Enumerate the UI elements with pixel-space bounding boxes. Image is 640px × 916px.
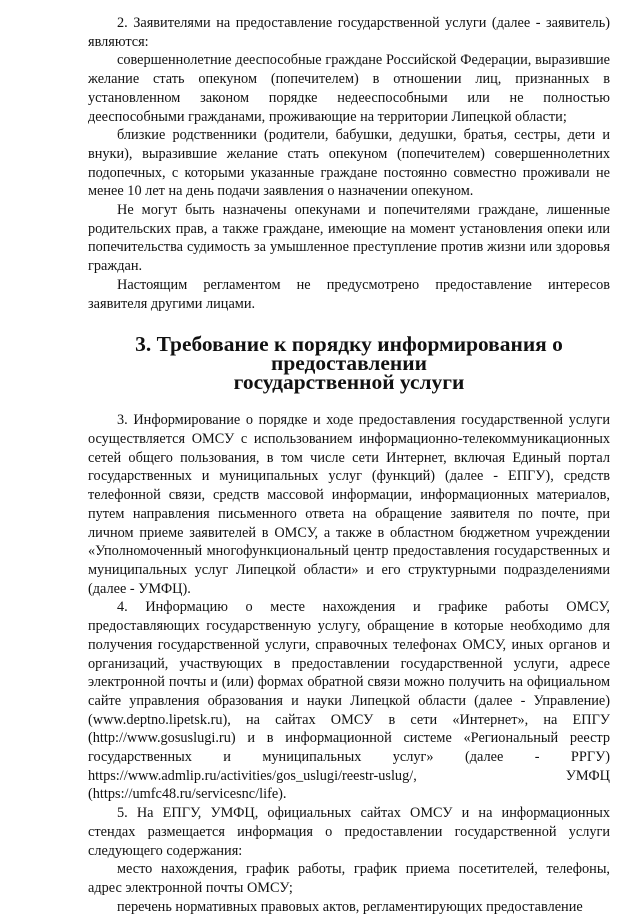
paragraph-location-schedule: место нахождения, график работы, график приема посетителей, телефоны, адрес электронной почты ОМСУ; — [88, 861, 610, 896]
paragraph-contact-info: 4. Информацию о месте нахождения и графике работы ОМСУ, предоставляющих государственную услугу, обращение в которые необходимо для получения государственной услуги, справочных телефонах ОМСУ, иных органов и организаций, участвующих в предоставлении государственной услуги, адресе электронной почты и (или) формах обратной связи можно получить на официальном сайте управления образования и науки Липецкой области (далее - Управление)(www.deptno.lipetsk.ru), на сайтах ОМСУ в сети «Интернет», на ЕПГУ (http://www.gosuslugi.ru) и в информационной системе «Региональный реестр государственных и муниципальных услуг» (далее - РРГУ) https://www.admlip.ru/activities/gos_uslugi/reestr-uslug/, УМФЦ (https://umfc48.ru/servicesnc/life). — [88, 599, 610, 803]
paragraph-close-relatives: близкие родственники (родители, бабушки, дедушки, братья, сестры, дети и внуки), выразившие желание стать опекуном (попечителем) совершеннолетних подопечных, с которыми указанные граждане постоянно совместно проживали не менее 10 лет на день подачи заявления о назначении опекуном. — [88, 127, 610, 200]
section-heading-line-2: государственной услуги — [233, 369, 465, 394]
paragraph-adult-citizens: совершеннолетние дееспособные граждане Российской Федерации, выразившие желание стать опекуном (попечителем) в отношении лиц, признанных в установленном законом порядке недееспособными или не полностью дееспособными гражданами, проживающие на территории Липецкой области; — [88, 52, 610, 125]
paragraph-published-info: 5. На ЕПГУ, УМФЦ, официальных сайтах ОМСУ и на информационных стендах размещается информация о предоставлении государственной услуги следующего содержания: — [88, 805, 610, 859]
paragraph-legal-acts: перечень нормативных правовых актов, регламентирующих предоставление — [117, 898, 583, 915]
section-heading-line-1: 3. Требование к порядку информирования о предоставлении — [135, 332, 563, 375]
paragraph-informing: 3. Информирование о порядке и ходе предоставления государственной услуги осуществляется ОМСУ с использованием информационно-телекоммуникационных сетей общего пользования, в том числе сети Интернет, включая Единый портал государственных и муниципальных услуг (функций) (далее - ЕПГУ), средств телефонной связи, средств массовой информации, информационных материалов, путем направления письменного ответа на обращение заявителя по почте, при личном приеме заявителей в ОМСУ, а также в областном бюджетном учреждении «Уполномоченный многофункциональный центр предоставления государственных и муниципальных услуг Липецкой области» и его структурными подразделениями (далее - УМФЦ). — [88, 412, 610, 597]
paragraph-representation: Настоящим регламентом не предусмотрено предоставление интересов заявителя другими лицами. — [88, 276, 610, 312]
paragraph-ineligible-guardians: Не могут быть назначены опекунами и попечителями граждане, лишенные родительских прав, а также граждане, имеющие на момент установления опеки или попечительства судимость за умышленное преступление против жизни или здоровья граждан. — [88, 202, 610, 275]
paragraph-applicants-intro: 2. Заявителями на предоставление государственной услуги (далее - заявитель) являются: — [88, 15, 610, 50]
section-heading — [88, 332, 610, 394]
